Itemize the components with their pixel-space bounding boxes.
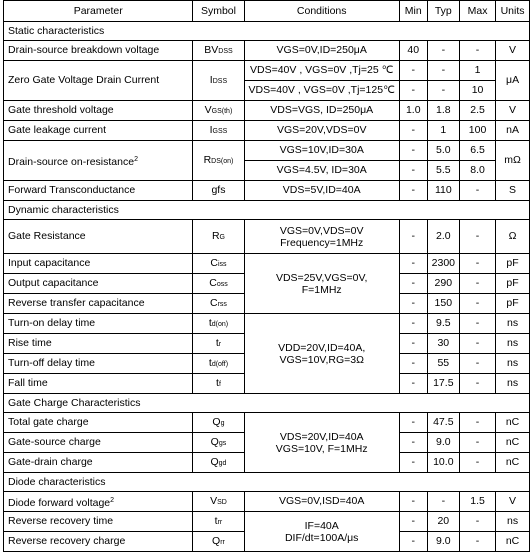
header-units: Units: [496, 1, 530, 22]
unit-cell: S: [496, 181, 530, 201]
param-cell: Input capacitance: [4, 254, 193, 274]
symbol-cell: [193, 294, 244, 314]
symbol-cell: [193, 41, 244, 61]
symbol-sub: d(off): [211, 360, 229, 368]
header-symbol: Symbol: [193, 1, 244, 22]
condition-cell: VGS=0V,ISD=40A: [244, 492, 399, 512]
electrical-characteristics-table: [3, 0, 530, 552]
max-cell: 6.5: [460, 141, 496, 161]
condition-cell: VGS=4.5V, ID=30A: [244, 161, 399, 181]
param-cell: Gate-drain charge: [4, 453, 193, 473]
typ-cell: 110: [427, 181, 459, 201]
table-row: [4, 254, 530, 274]
unit-cell: Ω: [496, 220, 530, 254]
symbol-sub: gs: [218, 439, 227, 447]
min-cell: -: [399, 413, 427, 433]
header-min: Min: [399, 1, 427, 22]
typ-cell: 9.0: [427, 433, 459, 453]
condition-cell: VGS=10V,ID=30A: [244, 141, 399, 161]
section-row-gate-charge: [4, 394, 530, 413]
symbol-main: C: [210, 296, 218, 309]
condition-line: F=1MHz: [301, 283, 342, 296]
min-cell: -: [399, 274, 427, 294]
max-cell: 1.5: [460, 492, 496, 512]
symbol-sub: rss: [217, 300, 227, 308]
symbol-main: BV: [204, 43, 219, 56]
typ-cell: 5.0: [427, 141, 459, 161]
param-cell: Reverse transfer capacitance: [4, 294, 193, 314]
min-cell: -: [399, 354, 427, 374]
symbol-sub: rr: [220, 538, 225, 546]
table-row: [4, 220, 530, 254]
symbol-sub: GSS: [212, 127, 228, 135]
typ-cell: 5.5: [427, 161, 459, 181]
max-cell: -: [460, 274, 496, 294]
param-cell: Drain-source breakdown voltage: [4, 41, 193, 61]
footnote-mark: 2: [110, 496, 115, 504]
table-row: [4, 181, 530, 201]
max-cell: 1: [460, 61, 496, 81]
condition-cell: VDS=5V,ID=40A: [244, 181, 399, 201]
symbol-cell: [193, 512, 244, 532]
symbol-cell: [193, 374, 244, 394]
min-cell: -: [399, 314, 427, 334]
min-cell: -: [399, 141, 427, 161]
symbol-cell: [193, 101, 244, 121]
max-cell: -: [460, 220, 496, 254]
table-row: [4, 141, 530, 161]
unit-cell: V: [496, 101, 530, 121]
max-cell: -: [460, 374, 496, 394]
typ-cell: 17.5: [427, 374, 459, 394]
footnote-mark: 2: [134, 155, 138, 163]
max-cell: -: [460, 512, 496, 532]
section-title: Dynamic characteristics: [4, 201, 530, 220]
max-cell: -: [460, 314, 496, 334]
symbol-cell: [193, 334, 244, 354]
symbol-sub: d(on): [211, 320, 229, 328]
condition-cell: [244, 413, 399, 473]
unit-cell: nC: [496, 453, 530, 473]
param-cell: Output capacitance: [4, 274, 193, 294]
unit-cell: nC: [496, 433, 530, 453]
symbol-cell: [193, 532, 244, 552]
symbol-cell: [193, 274, 244, 294]
typ-cell: 1: [427, 121, 459, 141]
condition-line: IF=40A: [304, 519, 339, 532]
symbol-main: V: [204, 103, 212, 116]
param-text: Diode forward voltage: [8, 496, 111, 509]
symbol-sub: oss: [216, 280, 228, 288]
typ-cell: 1.8: [427, 101, 459, 121]
typ-cell: -: [427, 492, 459, 512]
unit-cell: mΩ: [496, 141, 530, 181]
unit-cell: ns: [496, 354, 530, 374]
min-cell: -: [399, 254, 427, 274]
min-cell: -: [399, 220, 427, 254]
symbol-main: C: [210, 256, 218, 269]
table-row: [4, 512, 530, 532]
condition-line: VDD=20V,ID=40A,: [278, 341, 366, 354]
min-cell: -: [399, 492, 427, 512]
symbol-sub: GS(th): [211, 107, 233, 115]
symbol-main: C: [209, 276, 217, 289]
typ-cell: 2.0: [427, 220, 459, 254]
max-cell: -: [460, 294, 496, 314]
condition-cell: [244, 254, 399, 314]
min-cell: -: [399, 512, 427, 532]
param-cell: Rise time: [4, 334, 193, 354]
min-cell: -: [399, 532, 427, 552]
condition-line: VGS=10V,RG=3Ω: [279, 353, 364, 366]
symbol-cell: [193, 254, 244, 274]
max-cell: -: [460, 41, 496, 61]
unit-cell: nA: [496, 121, 530, 141]
section-title: Static characteristics: [4, 22, 530, 41]
section-row-static: [4, 22, 530, 41]
param-cell: Forward Transconductance: [4, 181, 193, 201]
symbol-cell: [193, 492, 244, 512]
condition-line: VGS=0V,VDS=0V: [279, 224, 364, 237]
symbol-cell: [193, 433, 244, 453]
table-row: [4, 61, 530, 81]
min-cell: -: [399, 181, 427, 201]
condition-cell: VDS=VGS, ID=250μA: [244, 101, 399, 121]
condition-line: VDS=20V,ID=40A: [279, 430, 364, 443]
condition-cell: [244, 512, 399, 552]
param-cell: Turn-off delay time: [4, 354, 193, 374]
condition-line: VGS=10V, F=1MHz: [275, 442, 368, 455]
min-cell: -: [399, 374, 427, 394]
symbol-sub: SD: [217, 498, 227, 506]
table-row: [4, 492, 530, 512]
table-row: [4, 413, 530, 433]
header-max: Max: [460, 1, 496, 22]
typ-cell: 20: [427, 512, 459, 532]
symbol-main: V: [210, 494, 218, 507]
symbol-main: Q: [212, 415, 221, 428]
condition-line: VDS=25V,VGS=0V,: [275, 271, 368, 284]
max-cell: 100: [460, 121, 496, 141]
unit-cell: pF: [496, 274, 530, 294]
typ-cell: 55: [427, 354, 459, 374]
unit-cell: nC: [496, 532, 530, 552]
unit-cell: ns: [496, 334, 530, 354]
max-cell: -: [460, 413, 496, 433]
condition-cell: VDS=40V , VGS=0V ,Tj=125℃: [244, 81, 399, 101]
unit-cell: pF: [496, 254, 530, 274]
typ-cell: 9.0: [427, 532, 459, 552]
symbol-sub: DS(on): [211, 157, 234, 165]
symbol-cell: [193, 141, 244, 181]
param-cell: Fall time: [4, 374, 193, 394]
min-cell: -: [399, 81, 427, 101]
symbol-main: Q: [210, 455, 219, 468]
symbol-main: t: [216, 376, 219, 389]
symbol-sub: rr: [217, 518, 223, 526]
param-cell: [4, 141, 193, 181]
symbol-sub: DSS: [218, 47, 233, 55]
condition-cell: [244, 220, 399, 254]
param-cell: Reverse recovery charge: [4, 532, 193, 552]
symbol-cell: [193, 453, 244, 473]
typ-cell: 290: [427, 274, 459, 294]
typ-cell: -: [427, 81, 459, 101]
condition-cell: VGS=20V,VDS=0V: [244, 121, 399, 141]
symbol-main: Q: [210, 435, 219, 448]
symbol-main: t: [208, 316, 212, 329]
header-typ: Typ: [427, 1, 459, 22]
max-cell: -: [460, 453, 496, 473]
symbol-cell: [193, 220, 244, 254]
max-cell: -: [460, 334, 496, 354]
symbol-main: t: [208, 356, 212, 369]
symbol-cell: gfs: [193, 181, 244, 201]
max-cell: 8.0: [460, 161, 496, 181]
param-cell: Total gate charge: [4, 413, 193, 433]
unit-cell: ns: [496, 374, 530, 394]
condition-cell: VDS=40V , VGS=0V ,Tj=25 ℃: [244, 61, 399, 81]
section-title: Diode characteristics: [4, 473, 530, 492]
param-cell: [4, 492, 193, 512]
symbol-main: t: [214, 514, 218, 527]
param-cell: Turn-on delay time: [4, 314, 193, 334]
section-row-diode: [4, 473, 530, 492]
min-cell: -: [399, 433, 427, 453]
condition-cell: VGS=0V,ID=250μA: [244, 41, 399, 61]
max-cell: -: [460, 433, 496, 453]
unit-cell: ns: [496, 512, 530, 532]
symbol-sub: iss: [217, 260, 227, 268]
electrical-characteristics-sheet: [3, 0, 530, 552]
typ-cell: 2300: [427, 254, 459, 274]
symbol-cell: [193, 354, 244, 374]
typ-cell: 10.0: [427, 453, 459, 473]
param-cell: Gate leakage current: [4, 121, 193, 141]
section-title: Gate Charge Characteristics: [4, 394, 530, 413]
param-cell: Zero Gate Voltage Drain Current: [4, 61, 193, 101]
typ-cell: -: [427, 41, 459, 61]
unit-cell: V: [496, 41, 530, 61]
typ-cell: 47.5: [427, 413, 459, 433]
table-header-row: [4, 1, 530, 22]
symbol-cell: [193, 61, 244, 101]
min-cell: -: [399, 161, 427, 181]
param-cell: Gate-source charge: [4, 433, 193, 453]
min-cell: 1.0: [399, 101, 427, 121]
unit-cell: nC: [496, 413, 530, 433]
min-cell: 40: [399, 41, 427, 61]
unit-cell: ns: [496, 314, 530, 334]
condition-cell: [244, 314, 399, 394]
unit-cell: V: [496, 492, 530, 512]
symbol-sub: gd: [218, 459, 227, 467]
symbol-main: R: [203, 153, 212, 166]
param-cell: Reverse recovery time: [4, 512, 193, 532]
typ-cell: 150: [427, 294, 459, 314]
header-conditions: Conditions: [244, 1, 399, 22]
unit-cell: pF: [496, 294, 530, 314]
table-row: [4, 101, 530, 121]
min-cell: -: [399, 294, 427, 314]
table-row: [4, 41, 530, 61]
max-cell: -: [460, 354, 496, 374]
min-cell: -: [399, 453, 427, 473]
max-cell: 10: [460, 81, 496, 101]
param-text: Drain-source on-resistance: [8, 155, 135, 168]
unit-cell: μA: [496, 61, 530, 101]
max-cell: 2.5: [460, 101, 496, 121]
min-cell: -: [399, 121, 427, 141]
min-cell: -: [399, 334, 427, 354]
typ-cell: 30: [427, 334, 459, 354]
condition-line: DIF/dt=100A/μs: [284, 531, 359, 544]
symbol-sub: f: [218, 380, 221, 388]
symbol-sub: g: [220, 419, 225, 427]
symbol-cell: [193, 121, 244, 141]
table-row: [4, 314, 530, 334]
symbol-sub: G: [219, 233, 225, 241]
typ-cell: 9.5: [427, 314, 459, 334]
table-row: [4, 121, 530, 141]
max-cell: -: [460, 532, 496, 552]
symbol-cell: [193, 413, 244, 433]
typ-cell: -: [427, 61, 459, 81]
header-parameter: Parameter: [4, 1, 193, 22]
section-row-dynamic: [4, 201, 530, 220]
symbol-main: R: [211, 229, 220, 242]
max-cell: -: [460, 181, 496, 201]
symbol-main: I: [209, 123, 213, 136]
symbol-main: Q: [212, 534, 221, 547]
param-cell: Gate Resistance: [4, 220, 193, 254]
max-cell: -: [460, 254, 496, 274]
min-cell: -: [399, 61, 427, 81]
condition-line: Frequency=1MHz: [280, 236, 364, 249]
symbol-main: t: [215, 336, 219, 349]
symbol-sub: DSS: [212, 77, 228, 85]
symbol-sub: r: [218, 340, 222, 348]
symbol-main: I: [209, 73, 213, 86]
symbol-cell: [193, 314, 244, 334]
param-cell: Gate threshold voltage: [4, 101, 193, 121]
